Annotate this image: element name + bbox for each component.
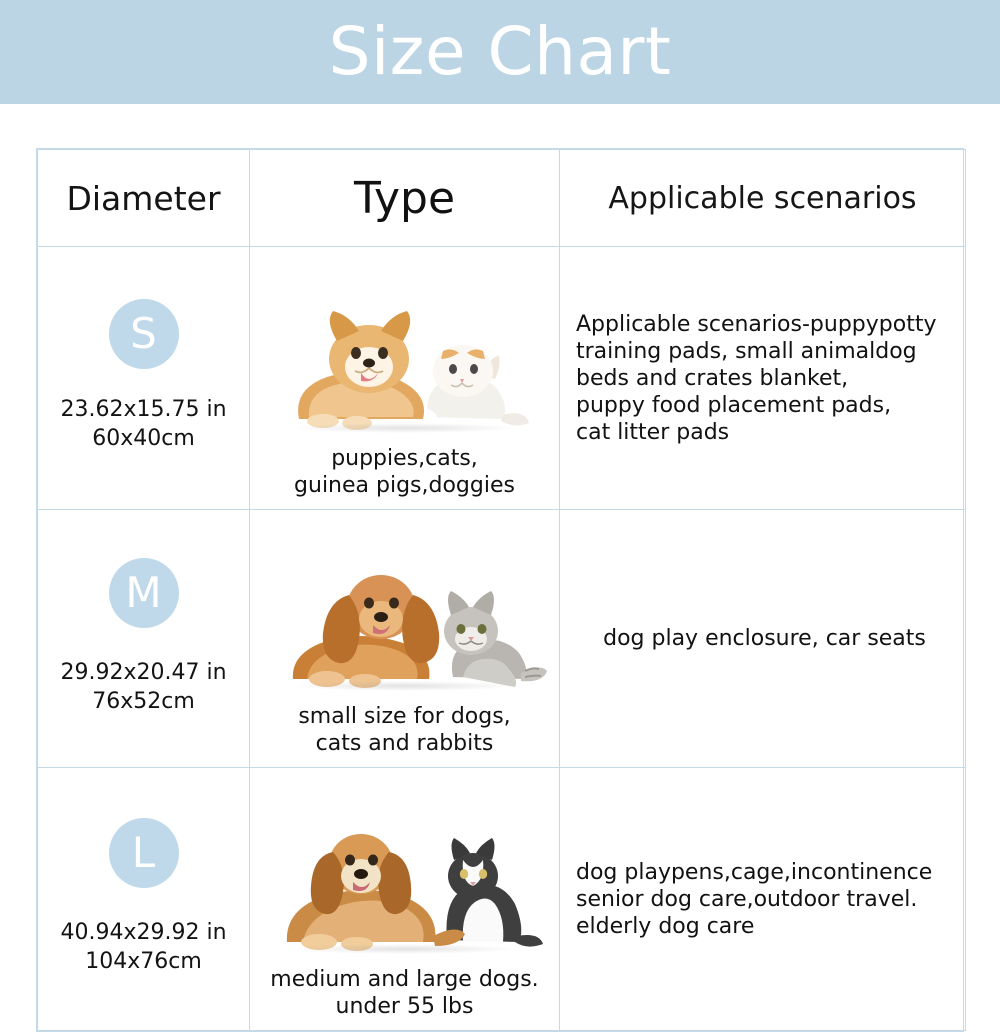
- scenarios-line: dog play enclosure, car seats: [603, 626, 926, 651]
- type-caption-l: [264, 966, 544, 1020]
- scenarios-cell-l: [560, 768, 966, 1031]
- type-caption-line-1: small size for dogs,: [298, 704, 511, 729]
- page-banner: [0, 0, 1000, 104]
- scenarios-line: senior dog care,outdoor travel.: [576, 886, 918, 912]
- column-header-type: Type: [250, 150, 560, 247]
- type-caption-line-2: guinea pigs,doggies: [294, 473, 515, 498]
- dimensions-centimeters: 104x76cm: [85, 949, 202, 974]
- scenarios-line: training pads, small animaldog: [576, 338, 917, 364]
- pet-photo-medium: [257, 545, 553, 697]
- diameter-cell-m: [38, 510, 250, 768]
- dimensions-inches: 23.62x15.75 in: [60, 397, 227, 422]
- pet-photo-large: [257, 800, 553, 960]
- dimensions-inches: 40.94x29.92 in: [60, 920, 227, 945]
- scenarios-cell-m: [560, 510, 966, 768]
- dimensions-centimeters: 60x40cm: [92, 426, 195, 451]
- photo-shadow: [292, 681, 517, 691]
- column-header-diameter: Diameter: [38, 150, 250, 247]
- scenarios-line: dog playpens,cage,incontinence: [576, 859, 933, 885]
- column-header-scenarios: Applicable scenarios: [560, 150, 966, 247]
- type-caption-line-1: medium and large dogs.: [270, 967, 539, 992]
- type-caption-line-2: cats and rabbits: [315, 731, 494, 756]
- page-title: Size Chart: [328, 13, 672, 90]
- scenarios-line: elderly dog care: [576, 913, 755, 939]
- type-caption-m: [292, 703, 516, 757]
- cocker-spaniel-and-tabby-cat-illustration: [257, 545, 553, 697]
- type-cell-m: [250, 510, 560, 768]
- type-caption-line-2: under 55 lbs: [335, 994, 474, 1019]
- type-cell-l: [250, 768, 560, 1031]
- scenarios-line: puppy food placement pads,: [576, 392, 892, 418]
- photo-shadow: [292, 944, 517, 954]
- table-row: [38, 768, 966, 1031]
- table-row: [38, 247, 966, 510]
- scenarios-cell-s: [560, 247, 966, 510]
- pet-photo-small: [257, 289, 553, 439]
- size-badge: L: [109, 818, 179, 888]
- dimensions-centimeters: 76x52cm: [92, 688, 195, 714]
- scenarios-text-l: [576, 859, 953, 940]
- size-chart-table: [36, 148, 964, 1032]
- size-badge: S: [109, 299, 179, 369]
- type-cell-s: [250, 247, 560, 510]
- photo-shadow: [292, 423, 517, 433]
- type-caption-line-1: puppies,cats,: [331, 446, 478, 471]
- scenarios-line: Applicable scenarios-puppypotty: [576, 311, 937, 337]
- scenarios-line: beds and crates blanket,: [576, 365, 849, 391]
- diameter-cell-l: [38, 768, 250, 1031]
- dimensions-inches: 29.92x20.47 in: [60, 659, 227, 685]
- size-badge: M: [109, 558, 179, 628]
- scenarios-text-s: [576, 311, 953, 446]
- table-row: [38, 510, 966, 768]
- scenarios-text-m: [576, 625, 953, 652]
- type-caption-s: [288, 445, 521, 499]
- scenarios-line: cat litter pads: [576, 419, 730, 445]
- beagle-and-tuxedo-cat-illustration: [257, 800, 553, 960]
- table-header-row: [38, 150, 966, 247]
- diameter-cell-s: [38, 247, 250, 510]
- pomeranian-and-cat-illustration: [257, 289, 553, 439]
